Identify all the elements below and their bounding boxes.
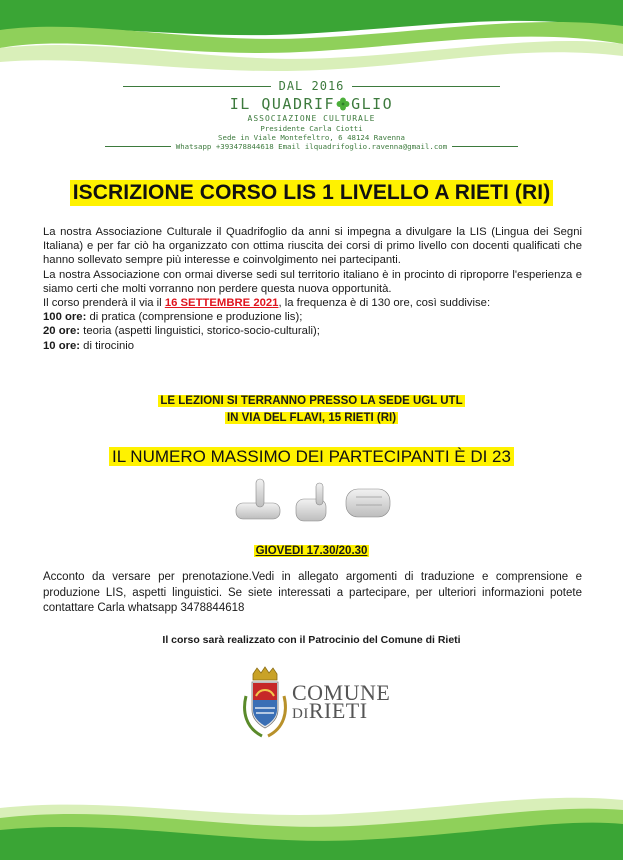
paragraph-3 bbox=[43, 296, 582, 310]
course-description bbox=[43, 225, 582, 353]
hours-item bbox=[43, 324, 582, 338]
header-rule-left bbox=[123, 86, 271, 87]
page-title: ISCRIZIONE CORSO LIS 1 LIVELLO A RIETI (RI) bbox=[70, 180, 554, 206]
rieti-name: RIETI bbox=[308, 698, 368, 723]
address: Sede in Viale Montefeltro, 6 48124 Ravenna bbox=[218, 133, 405, 142]
since-label: DAL 2016 bbox=[278, 79, 345, 93]
hours-text: di pratica (comprensione e produzione lis); bbox=[86, 311, 303, 324]
max-participants-text: IL NUMERO MASSIMO DEI PARTECIPANTI È DI 23 bbox=[109, 447, 514, 466]
frequency-text: , la frequenza è di 130 ore, così suddivise: bbox=[278, 297, 491, 310]
hours-item bbox=[43, 339, 582, 353]
association-header bbox=[0, 78, 623, 151]
org-type: ASSOCIAZIONE CULTURALE bbox=[247, 114, 376, 123]
org-name-part1: IL QUADRIF bbox=[229, 95, 336, 113]
top-green-wave bbox=[0, 0, 623, 82]
comune-word: COMUNE bbox=[292, 680, 391, 705]
hours-text: teoria (aspetti linguistici, storico-socio-culturali); bbox=[80, 325, 320, 338]
deposit-info: Acconto da versare per prenotazione.Vedi in allegato argomenti di traduzione e comprensione e produzione LIS, aspetti linguistici. Se siete interessati a partecipare, per ulteriori informazioni potete contattare Carla whatsapp 3478844618 bbox=[43, 571, 582, 614]
hours-label: 20 ore: bbox=[43, 325, 81, 338]
max-participants bbox=[0, 447, 623, 467]
comune-wordmark bbox=[292, 680, 391, 723]
hours-label: 100 ore: bbox=[43, 311, 87, 324]
bottom-green-wave bbox=[0, 790, 623, 860]
contact-rule-left bbox=[105, 146, 171, 147]
comune-di-rieti-logo bbox=[240, 666, 400, 742]
rieti-coat-of-arms-icon bbox=[240, 666, 290, 742]
hours-text: di tirocinio bbox=[80, 339, 135, 352]
hours-label: 10 ore: bbox=[43, 339, 81, 352]
hand-sign-s-icon bbox=[346, 489, 390, 517]
sign-language-hands-image bbox=[230, 475, 400, 523]
hand-sign-i-icon bbox=[296, 483, 326, 521]
start-date: 16 SETTEMBRE 2021 bbox=[164, 297, 279, 310]
location-line-1: LE LEZIONI SI TERRANNO PRESSO LA SEDE UGL UTL bbox=[160, 395, 463, 407]
president: Presidente Carla Ciotti bbox=[260, 124, 363, 133]
hand-sign-l-icon bbox=[236, 479, 280, 519]
org-name bbox=[0, 95, 623, 113]
location-notice bbox=[0, 393, 623, 427]
org-name-part2: GLIO bbox=[351, 95, 394, 113]
start-text: Il corso prenderà il via il bbox=[43, 297, 165, 310]
rieti-word bbox=[292, 698, 390, 723]
four-leaf-clover-icon bbox=[336, 97, 350, 111]
paragraph-2: La nostra Associazione con ormai diverse sedi sul territorio italiano è in procinto di riproporre l'esperienza e siamo certi che molti vorranno non perdere questa nuova opportunità. bbox=[43, 268, 582, 295]
contact-rule-right bbox=[452, 146, 518, 147]
patronage-note: Il corso sarà realizzato con il Patrocinio del Comune di Rieti bbox=[162, 634, 461, 646]
paragraph-1: La nostra Associazione Culturale il Quadrifoglio da anni si impegna a divulgare la LIS (Lingua dei Segni Italiana) e per far ciò ha organizzato con ottima riuscita dei corsi di primo livello con docenti qualificati che hanno sollevato sempre più interesse e coinvolgimento nei partecipanti. bbox=[43, 226, 582, 267]
location-line-2: IN VIA DEL FLAVI, 15 RIETI (RI) bbox=[226, 412, 397, 424]
di-word: DI bbox=[292, 706, 309, 722]
schedule-text: GIOVEDI 17.30/20.30 bbox=[255, 545, 368, 557]
contacts: Whatsapp +393478844618 Email ilquadrifoglio.ravenna@gmail.com bbox=[175, 142, 448, 151]
schedule bbox=[0, 541, 623, 559]
header-rule-right bbox=[352, 86, 500, 87]
hours-item bbox=[43, 310, 582, 324]
